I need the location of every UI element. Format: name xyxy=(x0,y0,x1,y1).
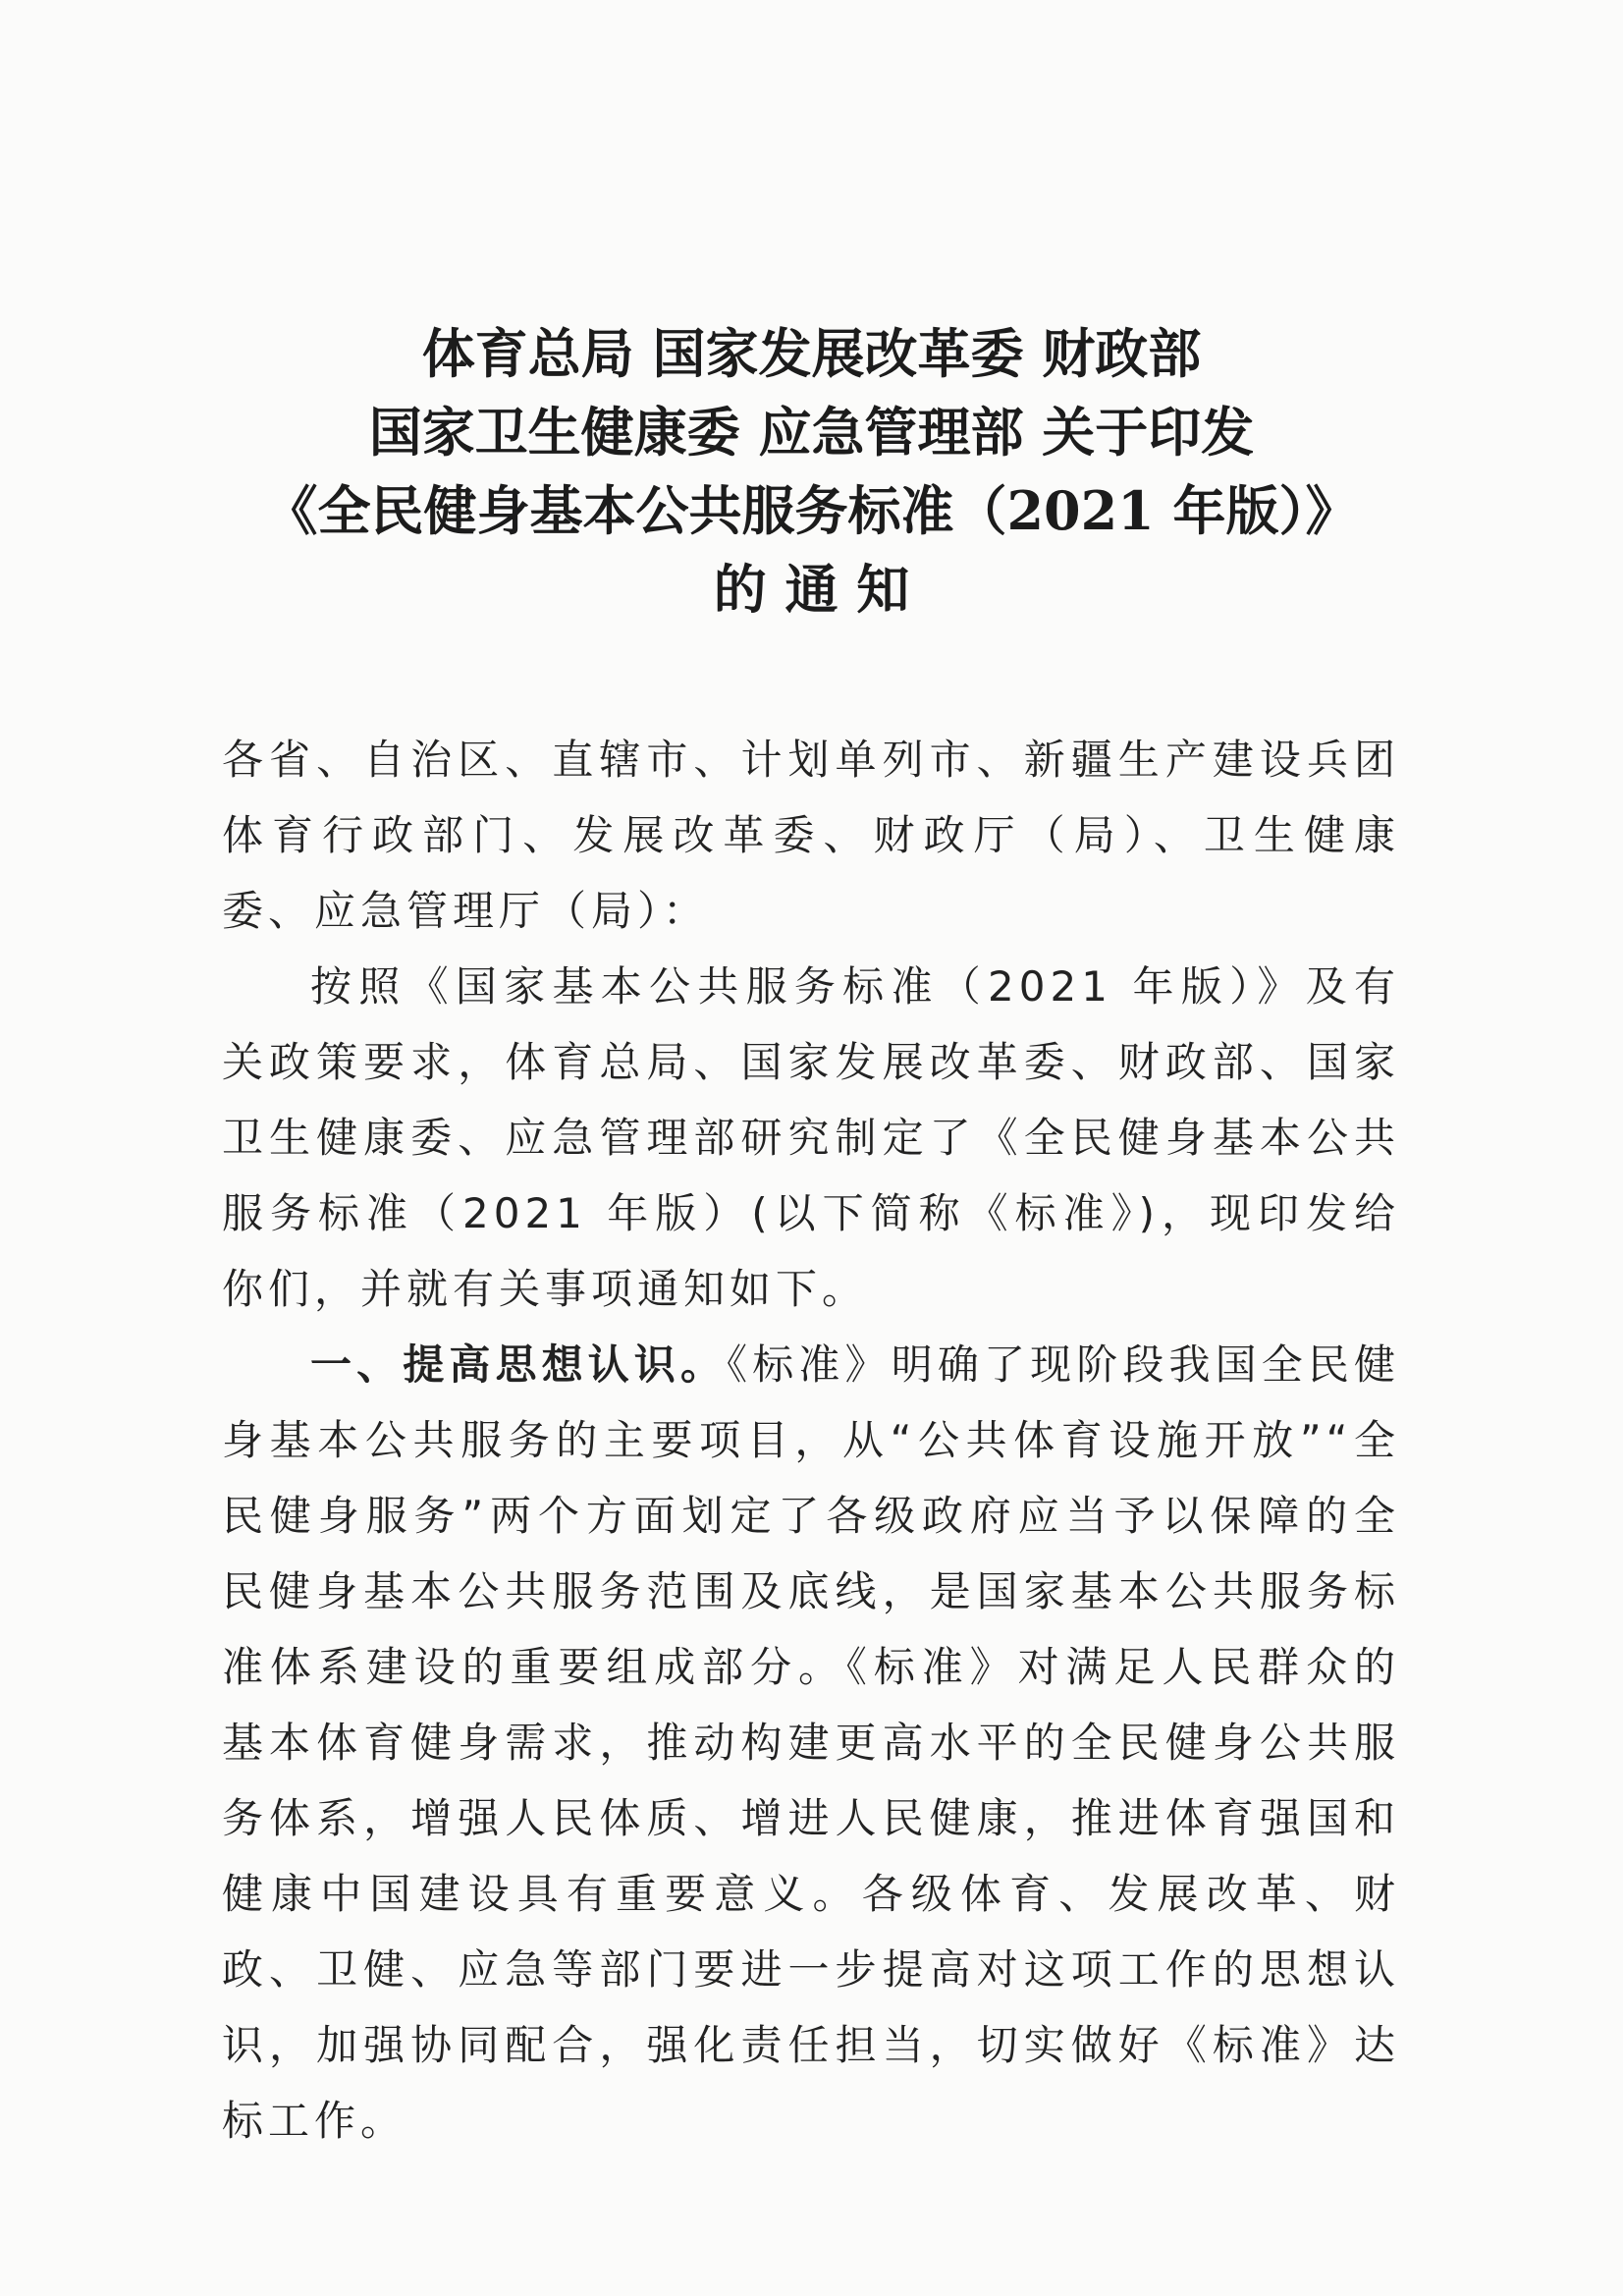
section-1-heading: 一、提高思想认识。 xyxy=(310,1340,728,1389)
document-title xyxy=(0,314,1623,629)
title-line-2: 国家卫生健康委 应急管理部 关于印发 xyxy=(368,401,1255,464)
addressee: 各省、自治区、直辖市、计划单列市、新疆生产建设兵团体育行政部门、发展改革委、财政厅（局）、卫生健康委、应急管理厅（局）： xyxy=(222,736,1400,935)
paragraph-intro: 按照《国家基本公共服务标准（2021 年版）》及有关政策要求，体育总局、国家发展改革委、财政部、国家卫生健康委、应急管理部研究制定了《全民健身基本公共服务标准（2021 年版）(以下简称《标准》)，现印发给你们，并就有关事项通知如下。 xyxy=(222,962,1400,1313)
title-line-3: 《全民健身基本公共服务标准（2021 年版）》 xyxy=(264,479,1359,542)
title-line-1: 体育总局 国家发展改革委 财政部 xyxy=(421,322,1202,385)
title-line-4: 的 通 知 xyxy=(713,558,910,621)
document-body xyxy=(222,722,1400,2159)
section-1 xyxy=(222,1327,1400,2159)
section-1-text: 《标准》明确了现阶段我国全民健身基本公共服务的主要项目，从“公共体育设施开放”“全民健身服务”两个方面划定了各级政府应当予以保障的全民健身基本公共服务范围及底线，是国家基本公共服务标准体系建设的重要组成部分。《标准》对满足人民群众的基本体育健身需求，推动构建更高水平的全民健身公共服务体系，增强人民体质、增进人民健康，推进体育强国和健康中国建设具有重要意义。各级体育、发展改革、财政、卫健、应急等部门要进一步提高对这项工作的思想认识，加强协同配合，强化责任担当，切实做好《标准》达标工作。 xyxy=(222,1340,1400,2145)
